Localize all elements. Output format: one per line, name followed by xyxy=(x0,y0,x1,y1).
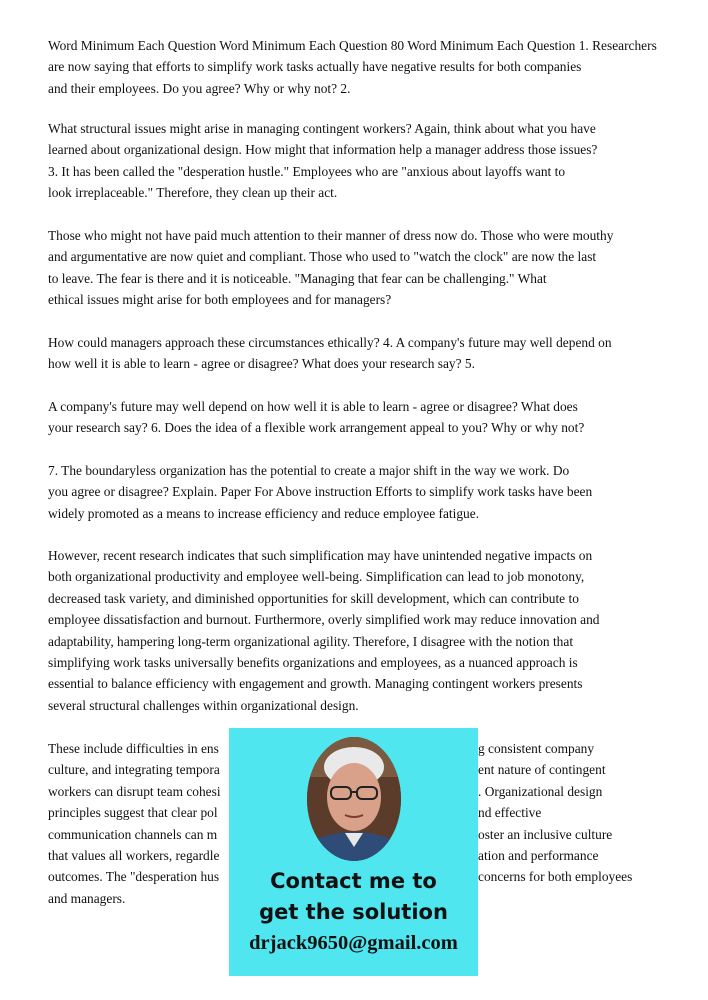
contact-cta-line2: get the solution xyxy=(259,900,448,924)
paragraph-3: Those who might not have paid much attention to their manner of dress now do. Those who were mouthy and argumentative are now quiet and compliant. Those who used to "watch the clock" are now the last to leave. The fear is there and it is noticeable. "Managing that fear can be challenging." What ethical issues might arise for both employees and for managers? xyxy=(48,228,614,308)
paragraph-7: However, recent research indicates that such simplification may have unintended negative impacts on both organizational productivity and employee well-being. Simplification can lead to job monotony, decreased task variety, and diminished opportunities for skill development, which can contribute to employee dissatisfaction and burnout. Furthermore, overly simplified work may reduce innovation and adaptability, hampering long-term organizational agility. Therefore, I disagree with the notion that simplifying work tasks universally benefits organizations and employees, as a nuanced approach is essential to balance efficiency with engagement and growth. Managing contingent workers presents several structural challenges within organizational design. xyxy=(48,548,600,713)
contact-cta-line1: Contact me to xyxy=(270,869,437,893)
portrait-image xyxy=(307,737,401,861)
contact-email-link[interactable]: drjack9650@gmail.com xyxy=(249,932,458,954)
paragraph-5: A company's future may well depend on how well it is able to learn - agree or disagree? What does your research say? 6. Does the idea of a flexible work arrangement appeal to you? Why or why not? xyxy=(48,399,585,436)
author-photo xyxy=(307,737,401,861)
paragraph-4: How could managers approach these circumstances ethically? 4. A company's future may well depend on how well it is able to learn - agree or disagree? What does your research say? 5. xyxy=(48,335,612,372)
paragraph-2: What structural issues might arise in managing contingent workers? Again, think about what you have learned about organizational design. How might that information help a manager address those issues? 3. It has been called the "desperation hustle." Employees who are "anxious about layoffs want to look irreplaceable." Therefore, they clean up their act. xyxy=(48,121,598,201)
paragraph-8-right: g consistent company ent nature of contingent . Organizational design nd effective oster an inclusive culture ation and performance concerns for both employees xyxy=(478,741,633,885)
paragraph-6: 7. The boundaryless organization has the potential to create a major shift in the way we work. Do you agree or disagree? Explain. Paper For Above instruction Efforts to simplify work tasks have been widely promoted as a means to increase efficiency and reduce employee fatigue. xyxy=(48,463,593,521)
contact-promo-banner[interactable] xyxy=(229,728,478,976)
paragraph-8-left: These include difficulties in ens culture, and integrating tempora workers can disrupt team cohesi principles suggest that clear pol communication channels can m that values all workers, regardle outcomes. The "desperation hus and managers. xyxy=(48,741,221,906)
paragraph-1: Word Minimum Each Question Word Minimum Each Question 80 Word Minimum Each Question 1. Researchers are now saying that efforts to simplify work tasks actually have negative results for both companies and their employees. Do you agree? Why or why not? 2. xyxy=(48,38,657,96)
